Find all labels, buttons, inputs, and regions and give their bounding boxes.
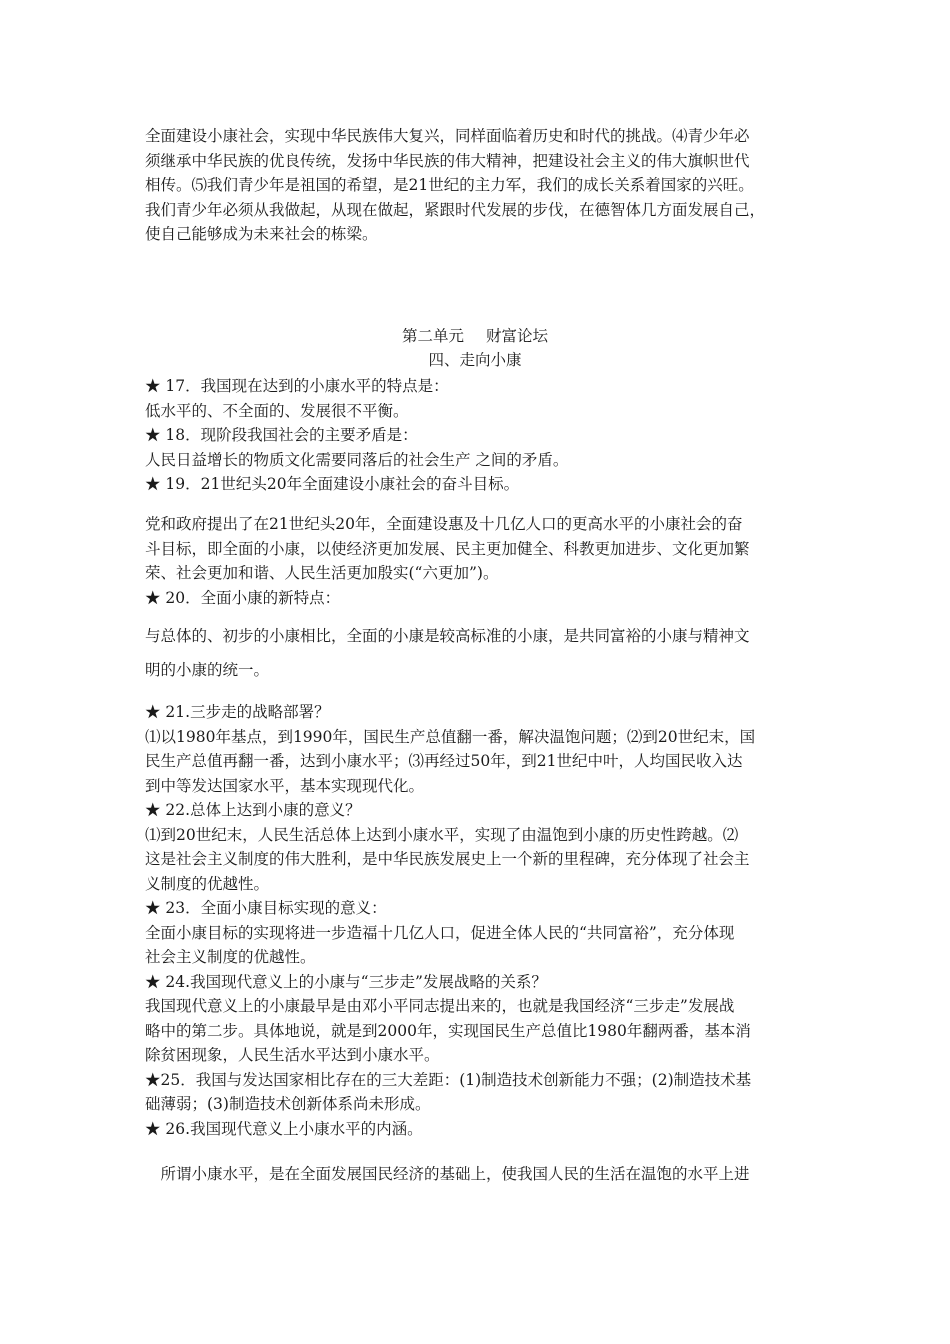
answer-26: 所谓小康水平，是在全面发展国民经济的基础上，使我国人民的生活在温饱的水平上进 [145,1165,750,1183]
text-line: 斗目标，即全面的小康，以使经济更加发展、民主更加健全、科教更加进步、文化更加繁 [145,539,750,558]
lesson-title: 四、走向小康 [428,351,522,369]
question-block-21-26 [145,700,810,1141]
text-line: 荣、社会更加和谐、人民生活更加殷实(“六更加”)。 [145,564,499,582]
question-block-17-19 [145,374,810,497]
question-20: ★ 20．全面小康的新特点： [145,588,341,607]
question-17: ★ 17．我国现在达到的小康水平的特点是： [145,377,449,395]
answer-17: 低水平的、不全面的、发展很不平衡。 [145,401,409,420]
question-24: ★ 24.我国现代意义上的小康与“三步走”发展战略的关系？ [145,972,547,991]
question-25-line: 础薄弱；(3)制造技术创新体系尚未形成。 [145,1095,431,1113]
answer-19 [145,512,810,610]
question-26: ★ 26.我国现代意义上小康水平的内涵。 [145,1119,423,1138]
answer-23-line: 全面小康目标的实现将进一步造福十几亿人口，促进全体人民的“共同富裕”，充分体现 [145,923,735,942]
answer-21-line: ⑴以1980年基点，到1990年，国民生产总值翻一番，解决温饱问题；⑵到20世纪末，国 [145,727,756,746]
text-line: 全面建设小康社会，实现中华民族伟大复兴，同样面临着历史和时代的挑战。⑷青少年必 [145,127,750,145]
question-23: ★ 23．全面小康目标实现的意义： [145,899,387,917]
answer-24-line: 略中的第二步。具体地说，就是到2000年，实现国民生产总值比1980年翻两番，基本消 [145,1021,751,1040]
text-line: 党和政府提出了在21世纪头20年，全面建设惠及十几亿人口的更高水平的小康社会的奋 [145,515,743,533]
question-18: ★ 18．现阶段我国社会的主要矛盾是： [145,426,418,444]
intro-paragraph [145,124,810,247]
answer-18: 人民日益增长的物质文化需要同落后的社会生产 之间的矛盾。 [145,450,569,469]
text-line: 使自己能够成为未来社会的栋梁。 [145,225,378,243]
text-line: 相传。⑸我们青少年是祖国的希望，是21世纪的主力军，我们的成长关系着国家的兴旺。 [145,176,754,194]
answer-20-line-1: 与总体的、初步的小康相比，全面的小康是较高标准的小康，是共同富裕的小康与精神文 [145,627,750,645]
answer-22-line: 义制度的优越性。 [145,874,270,893]
question-22: ★ 22.总体上达到小康的意义？ [145,801,361,819]
unit-title [0,324,950,348]
answer-22-line: 这是社会主义制度的伟大胜利，是中华民族发展史上一个新的里程碑，充分体现了社会主 [145,850,750,868]
question-21: ★ 21.三步走的战略部署？ [145,703,330,721]
answer-21-line: 到中等发达国家水平，基本实现现代化。 [145,776,425,795]
answer-20-line-2: 明的小康的统一。 [145,661,270,679]
answer-24-line: 我国现代意义上的小康最早是由邓小平同志提出来的，也就是我国经济“三步走”发展战 [145,997,735,1015]
text-line: 我们青少年必须从我做起，从现在做起，紧跟时代发展的步伐，在德智体几方面发展自己， [145,200,766,219]
answer-21-line: 民生产总值再翻一番，达到小康水平；⑶再经过50年，到21世纪中叶，人均国民收入达 [145,752,743,770]
answer-22-line: ⑴到20世纪末，人民生活总体上达到小康水平，实现了由温饱到小康的历史性跨越。⑵ [145,825,739,844]
answer-24-line: 除贫困现象，人民生活水平达到小康水平。 [145,1046,440,1064]
unit-number: 第二单元 [401,327,464,345]
question-25: ★25．我国与发达国家相比存在的三大差距：(1)制造技术创新能力不强；(2)制造技术基 [145,1070,752,1089]
question-19: ★ 19．21世纪头20年全面建设小康社会的奋斗目标。 [145,475,520,493]
unit-name: 财富论坛 [486,327,549,345]
text-line: 须继承中华民族的优良传统，发扬中华民族的伟大精神，把建设社会主义的伟大旗帜世代 [145,151,750,170]
answer-23-line: 社会主义制度的优越性。 [145,948,316,966]
